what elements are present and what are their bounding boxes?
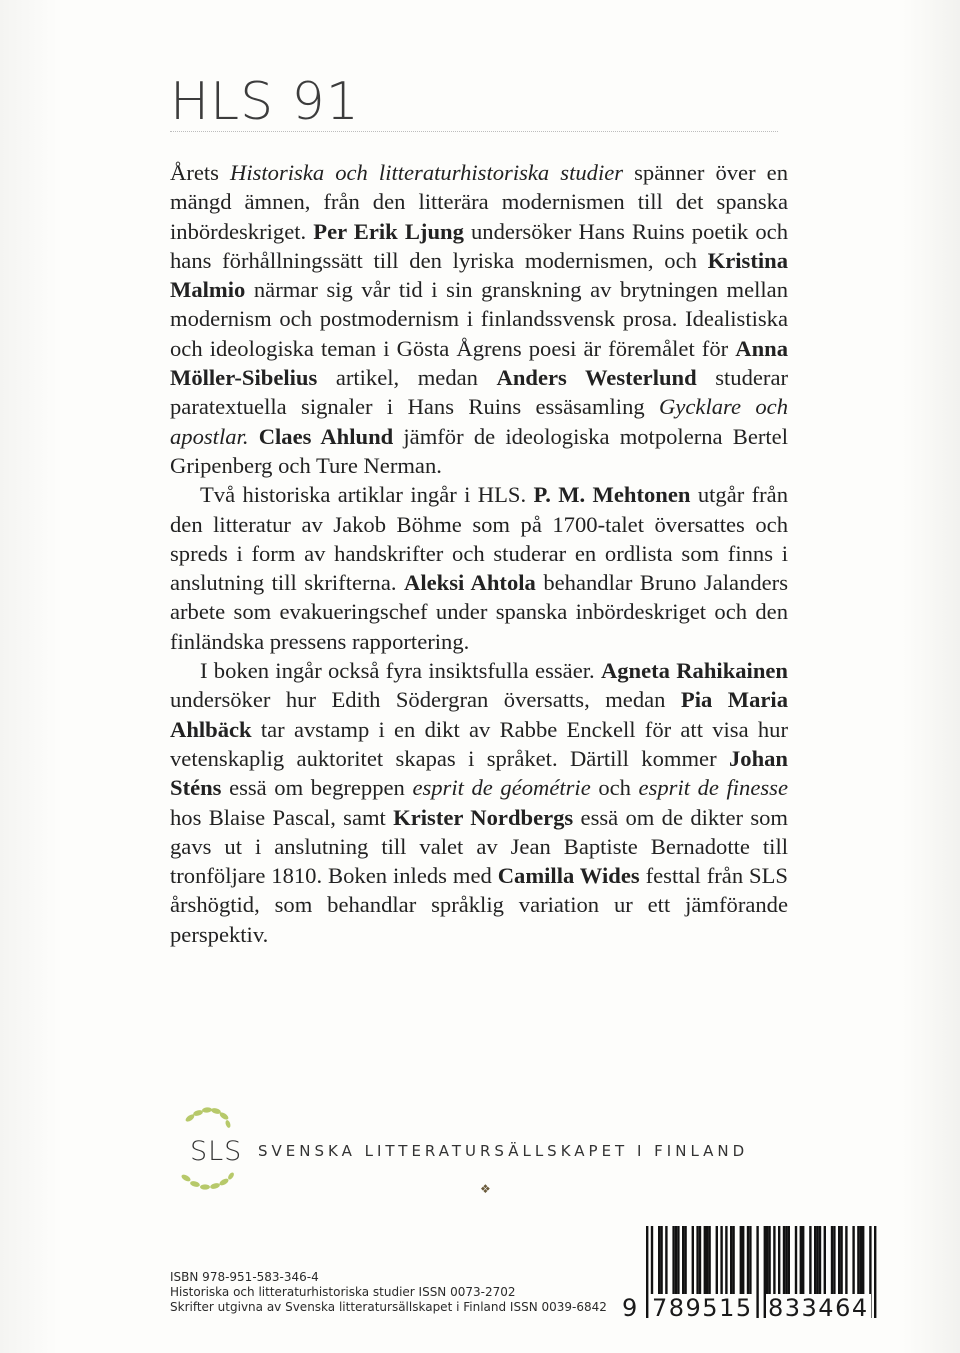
blurb-run: jämför de ideologiska motpolerna Bertel Gripenberg och Ture Nerman. xyxy=(170,423,788,478)
barcode-bar xyxy=(833,1226,835,1302)
blurb-run: Två historiska artiklar ingår i HLS. xyxy=(200,482,534,508)
blurb-paragraph xyxy=(170,158,788,480)
author-name: Anders Westerlund xyxy=(496,365,697,391)
author-name: Agneta Rahikainen xyxy=(600,658,788,684)
barcode-bar xyxy=(816,1226,818,1302)
blurb-text xyxy=(170,158,788,949)
barcode-bar xyxy=(778,1226,780,1302)
barcode-bar xyxy=(819,1226,821,1302)
barcode-bar xyxy=(795,1226,797,1302)
author-name: Anna Möller-Sibelius xyxy=(170,335,788,391)
barcode-bar xyxy=(716,1226,718,1302)
blurb-run: I boken ingår också fyra insiktsfulla essäer. xyxy=(200,658,601,684)
barcode-bar xyxy=(704,1226,706,1302)
blurb-run xyxy=(248,424,258,449)
barcode-bar xyxy=(874,1226,876,1318)
barcode-bar xyxy=(675,1226,677,1302)
barcode-bar xyxy=(672,1226,674,1302)
blurb-run: och xyxy=(590,775,639,801)
barcode-bar xyxy=(852,1226,854,1302)
blurb-run: festtal från SLS årshögtid, som behandlar språklig variation ur ett jämförande perspektiv. xyxy=(170,863,788,947)
barcode-bar xyxy=(692,1226,694,1302)
barcode-bar xyxy=(814,1226,816,1302)
blurb-run: undersöker hur Edith Södergran översatts, medan xyxy=(170,687,681,713)
barcode-bar xyxy=(845,1226,847,1302)
barcode-bar xyxy=(665,1226,667,1302)
laurel-bottom-icon xyxy=(180,1171,235,1189)
issn-series-line: Historiska och litteraturhistoriska studier ISSN 0073-2702 xyxy=(170,1285,516,1299)
barcode-bar xyxy=(824,1226,826,1302)
barcode-bar xyxy=(725,1226,727,1302)
author-name: P. M. Mehtonen xyxy=(533,482,691,508)
barcode-bar xyxy=(740,1226,742,1302)
barcode-bar xyxy=(720,1226,722,1302)
blurb-run: spänner över en mängd ämnen, från den litterära modernismen till det spanska inbördeskriget. xyxy=(170,160,788,244)
blurb-run: essä om begreppen xyxy=(221,775,413,801)
barcode-bar xyxy=(699,1226,701,1302)
barcode-bar xyxy=(838,1226,840,1302)
barcode-bar xyxy=(684,1226,686,1302)
barcode-bar xyxy=(682,1226,684,1302)
publisher-name: SVENSKA LITTERATURSÄLLSKAPET I FINLAND xyxy=(258,1142,749,1160)
blurb-paragraph xyxy=(170,480,788,656)
sls-logo-text: SLS xyxy=(190,1136,243,1167)
laurel-top-icon xyxy=(184,1107,231,1129)
italic-title: esprit de géométrie xyxy=(412,775,591,801)
author-name: Krister Nordbergs xyxy=(393,804,574,830)
barcode-bar xyxy=(831,1226,833,1302)
blurb-run: tar avstamp i en dikt av Rabbe Enckell för att visa hur vetenskaplig auktoritet skapas i språket. Därtill kommer xyxy=(170,716,788,771)
barcode-bar xyxy=(742,1226,744,1302)
barcode-bar xyxy=(857,1226,859,1302)
italic-title: Historiska och litteraturhistoriska studier xyxy=(230,160,624,185)
title-divider xyxy=(170,131,778,132)
barcode-right-group: 833464 xyxy=(768,1294,869,1322)
barcode-first-digit: 9 xyxy=(622,1294,639,1322)
italic-title: Gycklare och apostlar. xyxy=(170,394,788,449)
author-name: Camilla Wides xyxy=(497,863,640,889)
barcode-bar xyxy=(860,1226,862,1302)
barcode-bar xyxy=(783,1226,785,1302)
author-name: Johan Sténs xyxy=(170,745,788,801)
italic-title: esprit de finesse xyxy=(638,775,788,801)
blurb-run: studerar paratextuella signaler i Hans Ruins essäsamling xyxy=(170,365,789,420)
blurb-run: närmar sig vår tid i sin granskning av brytningen mellan modernism och postmodernism i finlandssvensk prosa. Idealistiska och ideologiska teman i Gösta Ågrens poesi är föremålet för xyxy=(170,277,788,361)
blurb-run: essä om de dikter som gavs ut i anslutning till valet av Jean Baptiste Bernadotte till tronföljare 1810. Boken inleds med xyxy=(170,804,788,889)
barcode-left-group: 789515 xyxy=(652,1294,753,1322)
barcode-bar xyxy=(706,1226,708,1302)
barcode-bar xyxy=(768,1226,770,1302)
barcode-bar xyxy=(677,1226,679,1302)
blurb-run: artikel, medan xyxy=(317,365,497,391)
barcode-bar xyxy=(802,1226,804,1302)
barcode-bar xyxy=(658,1226,660,1302)
isbn-info xyxy=(170,1270,607,1315)
barcode-bar xyxy=(749,1226,751,1302)
blurb-run: behandlar Bruno Jalanders arbete som evakueringschef under spanska inbördeskriget och den finländska pressens rapportering. xyxy=(170,570,788,654)
blurb-run: hos Blaise Pascal, samt xyxy=(170,804,394,830)
barcode-bar xyxy=(660,1226,662,1302)
blurb-run: undersöker Hans Ruins poetik och hans förhållningssätt till den lyriska modernismen, och xyxy=(170,218,788,273)
barcode-bar xyxy=(747,1226,749,1302)
barcode-bar xyxy=(696,1226,698,1302)
barcode-bar xyxy=(800,1226,802,1302)
barcode-bar xyxy=(730,1226,732,1302)
author-name: Per Erik Ljung xyxy=(313,218,464,244)
blurb-paragraph xyxy=(170,656,788,949)
author-name: Kristina Malmio xyxy=(170,247,788,303)
author-name: Pia Maria Ahlbäck xyxy=(170,687,788,742)
barcode-bar xyxy=(788,1226,790,1302)
barcode-bar xyxy=(708,1226,710,1302)
barcode-bar xyxy=(809,1226,811,1302)
author-name: Aleksi Ahtola xyxy=(404,570,536,596)
blurb-run: utgår från den litteratur av Jakob Böhme som på 1700-talet översattes och spreds i form av handskrifter och studerar en ordlista som finns i anslutning till skrifterna. xyxy=(170,482,789,596)
barcode-bar xyxy=(773,1226,775,1302)
barcode-bar xyxy=(785,1226,787,1302)
barcode-bar xyxy=(862,1226,864,1302)
barcode-bar xyxy=(756,1226,758,1318)
isbn-line: ISBN 978-951-583-346-4 xyxy=(170,1270,319,1284)
blurb-run: Årets xyxy=(170,160,231,185)
series-title: HLS 91 xyxy=(170,72,360,132)
barcode-bar xyxy=(840,1226,842,1302)
barcode-bar xyxy=(732,1226,734,1302)
author-name: Claes Ahlund xyxy=(258,423,394,449)
barcode-bar xyxy=(646,1226,648,1318)
issn-skrifter-line: Skrifter utgivna av Svenska litteratursällskapet i Finland ISSN 0039-6842 xyxy=(170,1300,607,1314)
ornament-icon: ❖ xyxy=(480,1182,491,1196)
